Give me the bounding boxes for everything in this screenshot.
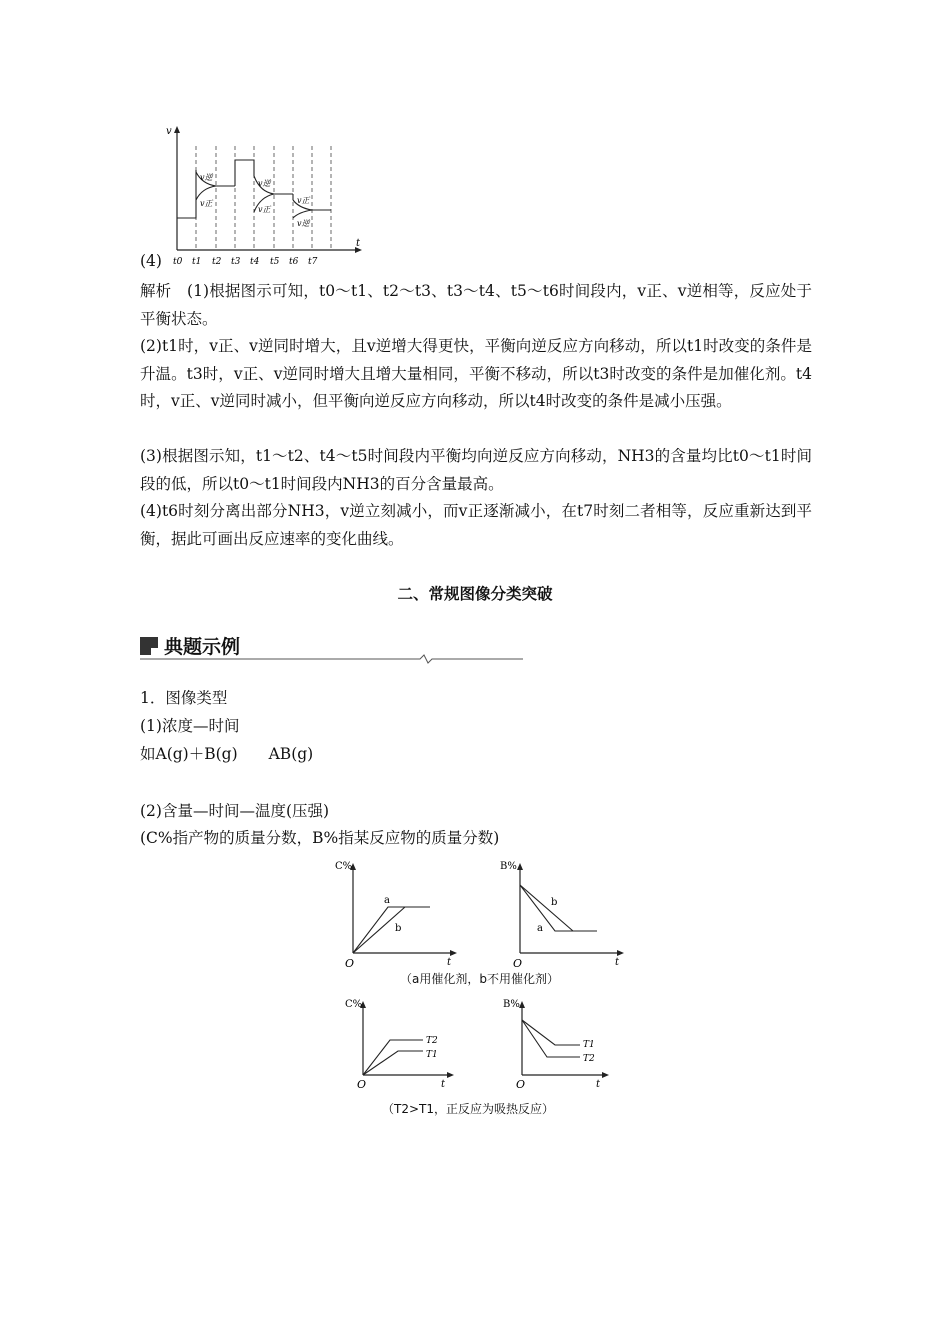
c-percent-label: C% [335, 861, 353, 872]
t-label: t [441, 1079, 446, 1090]
b-percent-temperature-chart [500, 995, 630, 1090]
label-T2: T2 [426, 1036, 438, 1046]
svg-text:v逆: v逆 [258, 179, 271, 188]
curve-b [520, 885, 573, 931]
analysis-paragraph-3: (3)根据图示知，t1～t2、t4～t5时间段内平衡均向逆反应方向移动，NH3的含量均比t0～t1时间段的低，所以t0～t1时间段内NH3的百分含量最高。 [140, 447, 812, 493]
item-content-time-temp: (2)含量—时间—温度(压强) [140, 802, 330, 820]
caption-catalyst: （a用催化剂，b不用催化剂） [400, 972, 559, 986]
analysis-paragraph-4: (4)t6时刻分离出部分NH3，v逆立刻减小，而v正逐渐减小，在t7时刻二者相等，反应重新达到平衡，据此可画出反应速率的变化曲线。 [140, 502, 812, 548]
curve-a [353, 907, 430, 953]
time-markers [196, 146, 331, 250]
box-header-label: 典题示例 [164, 636, 241, 658]
item-concentration-time: (1)浓度—时间 [140, 717, 240, 735]
svg-text:t3: t3 [231, 257, 241, 267]
t-label: t [615, 957, 620, 968]
svg-text:t1: t1 [192, 257, 202, 267]
svg-text:v逆: v逆 [297, 219, 310, 228]
origin-label: O [516, 1078, 526, 1090]
b-percent-label: B% [500, 861, 517, 872]
origin-label: O [513, 957, 523, 970]
label-a: a [537, 923, 543, 934]
time-tick-labels [173, 257, 318, 267]
header-underline [140, 654, 525, 664]
c-percent-label: C% [345, 999, 363, 1010]
curve-T2 [363, 1040, 423, 1075]
item-reaction-equation: 如A(g)＋B(g) AB(g) [140, 745, 314, 763]
label-T2: T2 [583, 1054, 595, 1064]
section-title: 二、常规图像分类突破 [397, 585, 553, 603]
c-percent-catalyst-chart [325, 855, 465, 970]
curve-T2 [522, 1020, 580, 1057]
svg-text:t5: t5 [270, 257, 280, 267]
caption-temperature: （T2>T1，正反应为吸热反应） [382, 1102, 554, 1116]
item-image-types: 1．图像类型 [140, 689, 228, 707]
origin-label: O [345, 957, 355, 970]
t-label: t [447, 957, 452, 968]
svg-text:v正: v正 [200, 199, 213, 208]
svg-text:t4: t4 [250, 257, 260, 267]
b-percent-label: B% [503, 999, 520, 1010]
origin-label: O [357, 1078, 367, 1090]
label-T1: T1 [583, 1040, 595, 1050]
analysis-paragraph-2: (2)t1时，v正、v逆同时增大，且v逆增大得更快，平衡向逆反应方向移动，所以t1时改变的条件是升温。t3时，v正、v逆同时增大且增大量相同，平衡不移动，所以t3时改变的条件是加催化剂。t4时，v正、v逆同时减小，但平衡向逆反应方向移动，所以t4时改变的条件是减小压强。 [140, 337, 812, 410]
svg-text:t6: t6 [289, 257, 299, 267]
c-percent-temperature-chart [335, 995, 465, 1090]
y-axis-label: v [166, 126, 172, 137]
curve-a [520, 885, 597, 931]
svg-text:v逆: v逆 [200, 173, 213, 182]
item-4-label: (4) [140, 252, 162, 270]
square-icon [140, 637, 158, 655]
x-axis-label: t [356, 238, 361, 249]
analysis-paragraph-1: 解析 (1)根据图示可知，t0～t1、t2～t3、t3～t4、t5～t6时间段内，v正、v逆相等，反应处于平衡状态。 [140, 282, 812, 328]
t-label: t [596, 1079, 601, 1090]
b-percent-catalyst-chart [495, 855, 635, 970]
svg-text:t0: t0 [173, 257, 183, 267]
label-b: b [551, 897, 558, 908]
label-b: b [395, 923, 402, 934]
svg-text:t7: t7 [308, 257, 318, 267]
label-a: a [384, 895, 390, 906]
rate-time-chart [160, 120, 375, 268]
item-note: (C%指产物的质量分数，B%指某反应物的质量分数) [140, 829, 500, 847]
svg-text:t2: t2 [212, 257, 222, 267]
svg-text:v正: v正 [258, 205, 271, 214]
label-T1: T1 [426, 1050, 438, 1060]
svg-text:v正: v正 [297, 196, 310, 205]
